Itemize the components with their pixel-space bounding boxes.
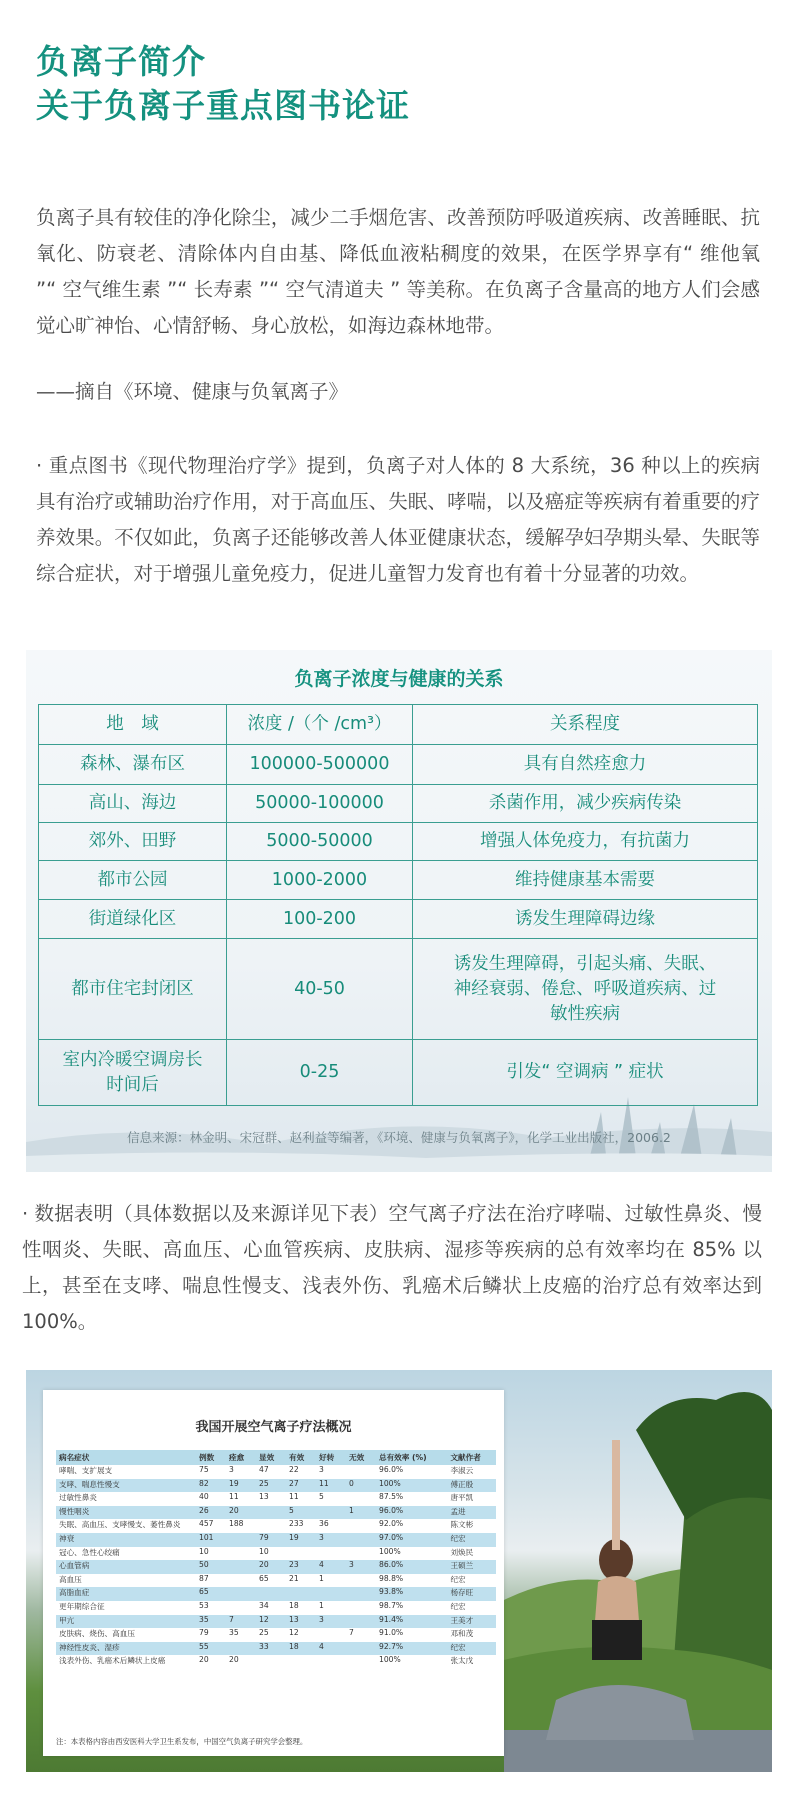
table-cell: 75: [199, 1465, 209, 1474]
table-cell: 55: [196, 1642, 226, 1656]
table-cell: 36: [319, 1519, 329, 1529]
table-cell: 过敏性鼻炎: [59, 1493, 97, 1503]
table-cell: [346, 1492, 376, 1506]
table-cell: 100%: [379, 1655, 401, 1665]
table-cell: 12: [256, 1615, 286, 1629]
table-cell: 12: [289, 1628, 299, 1638]
table-cell: [346, 1519, 376, 1533]
table-cell: 35: [229, 1628, 239, 1638]
table-cell: [346, 1465, 376, 1479]
table-cell: 慢性咽炎: [56, 1506, 196, 1520]
cell-relation: 增强人体免疫力，有抗菌力: [413, 823, 758, 861]
table-cell: [316, 1587, 346, 1601]
table-cell: 纪宏: [450, 1601, 466, 1611]
table-cell: 18: [286, 1642, 316, 1656]
quote-source: ——摘自《环境、健康与负氧离子》: [36, 380, 349, 403]
table-cell: 更年期综合征: [59, 1601, 105, 1611]
table-cell: 101: [196, 1533, 226, 1547]
table-cell: 心血管病: [56, 1560, 196, 1574]
cell-relation: 杀菌作用，减少疾病传染: [413, 785, 758, 823]
table-cell: 20: [199, 1655, 209, 1665]
table-row: [39, 785, 758, 823]
cell-concentration: 5000-50000: [227, 823, 413, 861]
title-line-1: 负离子简介: [36, 42, 206, 81]
table-cell: [346, 1601, 376, 1615]
table-cell: [226, 1587, 256, 1601]
cell-relation: 诱发生理障碍边缘: [413, 900, 758, 939]
cell-region: 郊外、田野: [39, 823, 227, 861]
table-cell: 65: [196, 1587, 226, 1601]
table-cell: 23: [286, 1560, 316, 1574]
cell-concentration: 50000-100000: [227, 785, 413, 823]
table-cell: [226, 1533, 256, 1547]
table-cell: 冠心、急性心绞痛: [59, 1547, 120, 1557]
cell-relation: 引发“ 空调病 ” 症状: [413, 1040, 758, 1106]
table-cell: 11: [289, 1492, 299, 1502]
therapy-image-card: [26, 1370, 772, 1772]
cell-concentration: 100000-500000: [227, 745, 413, 785]
intro-paragraph: 负离子具有较佳的净化除尘，减少二手烟危害、改善预防呼吸道疾病、改善睡眠、抗氧化、防衰老、清除体内自由基、降低血液粘稠度的效果，在医学界享有“ 维他氧 ”“ 空气维生素 ”“ 长寿素 ”“ 空气清道夫 ” 等美称。在负离子含量高的地方人们会感觉心旷神怡、心情舒畅、身心放松，如海边森林地带。: [36, 206, 760, 337]
table-cell: 神衰: [56, 1533, 196, 1547]
cell-region: 都市住宅封闭区: [39, 939, 227, 1040]
table-cell: 5: [319, 1492, 324, 1502]
table-cell: 13: [259, 1492, 269, 1502]
table-cell: [256, 1506, 286, 1520]
table-cell: 1: [346, 1506, 376, 1520]
table-row: [56, 1492, 496, 1506]
table-cell: [316, 1628, 346, 1642]
table-cell: 79: [256, 1533, 286, 1547]
table-row: [39, 939, 758, 1040]
table-cell: 457: [199, 1519, 214, 1529]
table-cell: 神经性皮炎、湿疹: [56, 1642, 196, 1656]
table-cell: 34: [259, 1600, 269, 1610]
cell-concentration: 100-200: [227, 900, 413, 939]
cell-concentration: 0-25: [227, 1040, 413, 1106]
table-cell: 100%: [376, 1479, 447, 1493]
table-row: [56, 1479, 496, 1493]
table-cell: [226, 1560, 256, 1574]
table-cell: [256, 1655, 286, 1669]
table-cell: 25: [259, 1628, 269, 1638]
table-cell: 40: [199, 1492, 209, 1502]
table-cell: [346, 1642, 376, 1656]
table-cell: [226, 1547, 256, 1561]
cell-relation: 具有自然痊愈力: [413, 745, 758, 785]
table-row: [56, 1601, 496, 1615]
table-cell: [346, 1615, 376, 1629]
table-cell: 82: [196, 1479, 226, 1493]
table-cell: 25: [256, 1479, 286, 1493]
table-cell: [286, 1547, 316, 1561]
table-row: [56, 1642, 496, 1656]
table-cell: 王美才: [447, 1615, 496, 1629]
cell-concentration: 40-50: [227, 939, 413, 1040]
table-row: [56, 1574, 496, 1588]
header-cured: 痊愈: [226, 1450, 256, 1465]
table-cell: 19: [286, 1533, 316, 1547]
table-cell: [346, 1587, 376, 1601]
table-cell: 1: [319, 1573, 324, 1583]
cell-region: 森林、瀑布区: [39, 745, 227, 785]
table-cell: [226, 1574, 256, 1588]
table-cell: 11: [229, 1492, 239, 1502]
table-row: [56, 1506, 496, 1520]
table-cell: 100%: [379, 1546, 401, 1556]
table-cell: 3: [316, 1615, 346, 1629]
header-ineffective: 无效: [346, 1450, 376, 1465]
table-cell: 刘焕民: [450, 1547, 474, 1557]
table-cell: 97.0%: [376, 1533, 447, 1547]
table-cell: [316, 1547, 346, 1561]
table-cell: 4: [316, 1642, 346, 1656]
title-line-2: 关于负离子重点图书论证: [36, 86, 410, 125]
header-total-rate: 总有效率 (%): [376, 1450, 447, 1465]
therapy-table-panel: [43, 1390, 504, 1756]
table-cell: 21: [289, 1573, 299, 1583]
cell-relation: 维持健康基本需要: [413, 861, 758, 900]
table-cell: 高血压: [59, 1574, 82, 1584]
table-cell: 高脂血症: [56, 1587, 196, 1601]
relation-table-header: [39, 705, 758, 745]
book-point-paragraph: · 重点图书《现代物理治疗学》提到，负离子对人体的 8 大系统，36 种以上的疾病具有治疗或辅助治疗作用，对于高血压、失眠、哮喘，以及癌症等疾病有着重要的疗养效果。不仅如此，负离子还能够改善人体亚健康状态，缓解孕妇孕期头晕、失眠等综合症状，对于增强儿童免疫力，促进儿童智力发育也有着十分显著的功效。: [36, 454, 760, 585]
table-cell: 3: [346, 1560, 376, 1574]
table-cell: 纪宏: [450, 1574, 466, 1584]
table-cell: 3: [319, 1465, 324, 1474]
table-cell: 87: [199, 1573, 209, 1583]
table-cell: 王硕兰: [447, 1560, 496, 1574]
table-cell: 50: [196, 1560, 226, 1574]
table-cell: 91.4%: [376, 1615, 447, 1629]
table-cell: 233: [289, 1519, 304, 1529]
table-cell: 皮肤病、烧伤、高血压: [59, 1629, 135, 1639]
table-row: [39, 823, 758, 861]
table-cell: 65: [259, 1573, 269, 1583]
table-cell: 92.7%: [376, 1642, 447, 1656]
therapy-table-title: 我国开展空气离子疗法概况: [195, 1420, 352, 1435]
table-cell: [346, 1533, 376, 1547]
table-cell: 0: [346, 1479, 376, 1493]
table-cell: 11: [316, 1479, 346, 1493]
relation-table-card: [26, 650, 772, 1172]
header-marked: 显效: [256, 1450, 286, 1465]
header-disease: 病名症状: [56, 1450, 196, 1465]
table-cell: 96.0%: [379, 1465, 404, 1474]
cell-relation: 诱发生理障碍，引起头痛、失眠、神经衰弱、倦怠、呼吸道疾病、过敏性疾病: [413, 939, 758, 1040]
table-cell: 纪宏: [447, 1533, 496, 1547]
data-paragraph: · 数据表明（具体数据以及来源详见下表）空气离子疗法在治疗哮喘、过敏性鼻炎、慢性咽炎、失眠、高血压、心血管疾病、皮肤病、湿疹等疾病的总有效率均在 85% 以上，甚至在支哮、喘息性慢支、浅表外伤、乳癌术后鳞状上皮癌的治疗总有效率达到 100%。: [22, 1202, 762, 1333]
table-cell: 20: [256, 1560, 286, 1574]
table-cell: 53: [199, 1600, 209, 1610]
cell-region: 都市公园: [39, 861, 227, 900]
relation-table-title: 负离子浓度与健康的关系: [294, 668, 504, 690]
table-cell: 20: [226, 1506, 256, 1520]
table-row: [56, 1655, 496, 1669]
table-cell: [286, 1655, 316, 1669]
table-cell: 91.0%: [379, 1628, 404, 1638]
table-cell: 5: [286, 1506, 316, 1520]
table-cell: 47: [259, 1465, 269, 1474]
therapy-table-note: 注：本表格内容由西安医科大学卫生系发布，中国空气负离子研究学会整理。: [56, 1737, 308, 1746]
header-region: 地 域: [39, 705, 227, 745]
table-cell: [226, 1642, 256, 1656]
relation-table-source: 信息来源：林金明、宋冠群、赵利益等编著，《环境、健康与负氧离子》，化学工业出版社，2006.2: [127, 1130, 671, 1145]
therapy-table: [56, 1450, 496, 1669]
table-cell: 甲亢: [56, 1615, 196, 1629]
table-row: [56, 1587, 496, 1601]
table-cell: 98.7%: [379, 1600, 404, 1610]
table-cell: 26: [196, 1506, 226, 1520]
table-row: [56, 1615, 496, 1629]
table-cell: 27: [286, 1479, 316, 1493]
table-row: [56, 1533, 496, 1547]
table-cell: 22: [289, 1465, 299, 1474]
therapy-table-header: [56, 1450, 496, 1465]
table-cell: 86.0%: [376, 1560, 447, 1574]
table-cell: 4: [316, 1560, 346, 1574]
header-relation: 关系程度: [413, 705, 758, 745]
table-cell: 3: [229, 1465, 234, 1474]
table-cell: [316, 1506, 346, 1520]
table-cell: 1: [319, 1600, 324, 1610]
page-title: [36, 40, 410, 128]
table-cell: 傅正殷: [447, 1479, 496, 1493]
header-effective: 有效: [286, 1450, 316, 1465]
table-cell: 杨存旺: [447, 1587, 496, 1601]
table-cell: 7: [349, 1628, 354, 1638]
table-cell: 33: [256, 1642, 286, 1656]
cell-concentration: 1000-2000: [227, 861, 413, 900]
table-cell: 98.8%: [379, 1573, 404, 1583]
cell-region: 高山、海边: [39, 785, 227, 823]
table-cell: 唐平凯: [450, 1493, 474, 1503]
relation-table: [38, 704, 758, 1106]
table-row: [56, 1547, 496, 1561]
table-cell: 92.0%: [379, 1519, 404, 1529]
table-cell: 邓和茂: [450, 1629, 474, 1639]
table-cell: 孟进: [447, 1506, 496, 1520]
table-cell: [256, 1587, 286, 1601]
table-cell: 李淑云: [450, 1466, 474, 1475]
table-row: [56, 1628, 496, 1642]
table-cell: [286, 1587, 316, 1601]
table-cell: [226, 1601, 256, 1615]
table-row: [56, 1465, 496, 1479]
table-row: [39, 745, 758, 785]
table-cell: 87.5%: [379, 1492, 404, 1502]
table-cell: 10: [199, 1546, 209, 1556]
table-cell: 哮喘、支扩展支: [59, 1466, 113, 1475]
table-cell: 支哮、喘息性慢支: [56, 1479, 196, 1493]
table-row: [56, 1560, 496, 1574]
table-cell: [316, 1655, 346, 1669]
table-cell: 纪宏: [447, 1642, 496, 1656]
table-cell: [256, 1519, 286, 1533]
table-cell: 张太戊: [450, 1656, 474, 1666]
table-row: [56, 1519, 496, 1533]
table-cell: 10: [259, 1546, 269, 1556]
table-row: [39, 900, 758, 939]
table-cell: 20: [229, 1655, 239, 1665]
header-concentration: 浓度 /（个 /cm³）: [227, 705, 413, 745]
table-cell: 失眠、高血压、支哮慢支、萎性鼻炎: [59, 1520, 181, 1530]
header-improved: 好转: [316, 1450, 346, 1465]
table-cell: 7: [226, 1615, 256, 1629]
table-cell: 79: [199, 1628, 209, 1638]
cell-region: 街道绿化区: [39, 900, 227, 939]
table-cell: [346, 1655, 376, 1669]
table-cell: 18: [289, 1600, 299, 1610]
cell-region: 室内冷暖空调房长时间后: [39, 1040, 227, 1106]
table-cell: [346, 1547, 376, 1561]
table-row: [39, 861, 758, 900]
table-cell: 陈文彬: [450, 1520, 474, 1530]
table-cell: 96.0%: [376, 1506, 447, 1520]
table-cell: 188: [229, 1519, 244, 1529]
table-cell: 3: [316, 1533, 346, 1547]
table-cell: 35: [196, 1615, 226, 1629]
table-cell: 19: [226, 1479, 256, 1493]
header-cases: 例数: [196, 1450, 226, 1465]
table-row: [39, 1040, 758, 1106]
header-author: 文献作者: [447, 1450, 496, 1465]
table-cell: 93.8%: [376, 1587, 447, 1601]
table-cell: 浅表外伤、乳癌术后鳞状上皮癌: [59, 1656, 166, 1666]
table-cell: 13: [286, 1615, 316, 1629]
table-cell: [346, 1574, 376, 1588]
